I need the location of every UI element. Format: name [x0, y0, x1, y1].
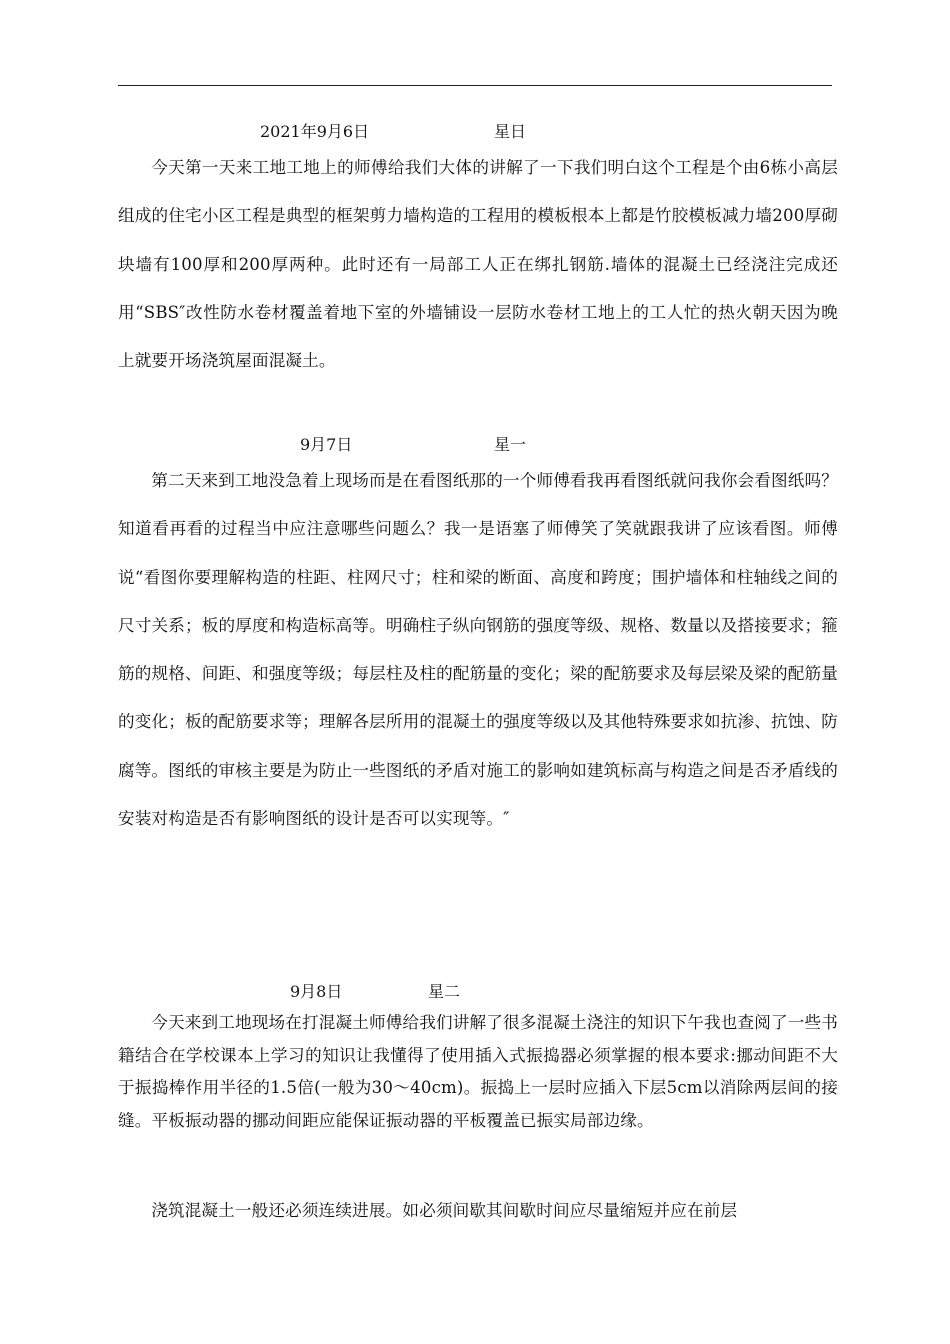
entry-date-line	[0, 122, 950, 142]
entry-paragraph: 今天第一天来工地工地上的师傅给我们大体的讲解了一下我们明白这个工程是个由6栋小高层组成的住宅小区工程是典型的框架剪力墙构造的工程用的模板根本上都是竹胶模板减力墙200厚砌块墙有100厚和200厚两种。此时还有一局部工人正在绑扎钢筋.墙体的混凝土已经浇注完成还用“SBS″改性防水卷材覆盖着地下室的外墙铺设一层防水卷材工地上的工人忙的热火朝天因为晚上就要开场浇筑屋面混凝土。	[118, 158, 838, 371]
entry-weekday: 星日	[494, 122, 527, 141]
entry-date: 2021年9月6日	[260, 122, 370, 141]
entry-paragraph: 浇筑混凝土一般还必须连续进展。如必须间歇其间歇时间应尽量缩短并应在前层	[151, 1201, 738, 1220]
entry-paragraph: 今天来到工地现场在打混凝土师傅给我们讲解了很多混凝土浇注的知识下午我也查阅了一些书籍结合在学校课本上学习的知识让我懂得了使用插入式振捣器必须掌握的根本要求:挪动间距不大于振捣棒作用半径的1.5倍(一般为30～40cm)。振捣上一层时应插入下层5cm以消除两层间的接缝。平板振动器的挪动间距应能保证振动器的平板覆盖已振实局部边缘。	[118, 1013, 838, 1130]
entry-paragraph: 第二天来到工地没急着上现场而是在看图纸那的一个师傅看我再看图纸就问我你会看图纸吗？知道看再看的过程当中应注意哪些问题么？我一是语塞了师傅笑了笑就跟我讲了应该看图。师傅说“看图你要理解构造的柱距、柱网尺寸；柱和梁的断面、高度和跨度；围护墙体和柱轴线之间的尺寸关系；板的厚度和构造标高等。明确柱子纵向钢筋的强度等级、规格、数量以及搭接要求；箍筋的规格、间距、和强度等级；每层柱及柱的配筋量的变化；梁的配筋要求及每层梁及梁的配筋量的变化；板的配筋要求等；理解各层所用的混凝土的强度等级以及其他特殊要求如抗渗、抗蚀、防腐等。图纸的审核主要是为防止一些图纸的矛盾对施工的影响如建筑标高与构造之间是否矛盾线的安装对构造是否有影响图纸的设计是否可以实现等。″	[118, 471, 838, 829]
entry-weekday: 星二	[428, 982, 461, 1001]
entry-date-line	[0, 982, 950, 1002]
header-rule	[118, 85, 832, 86]
entry-date-line	[0, 435, 950, 455]
entry-date: 9月7日	[300, 435, 353, 454]
entry-date: 9月8日	[290, 982, 343, 1001]
entry-weekday: 星一	[494, 435, 527, 454]
